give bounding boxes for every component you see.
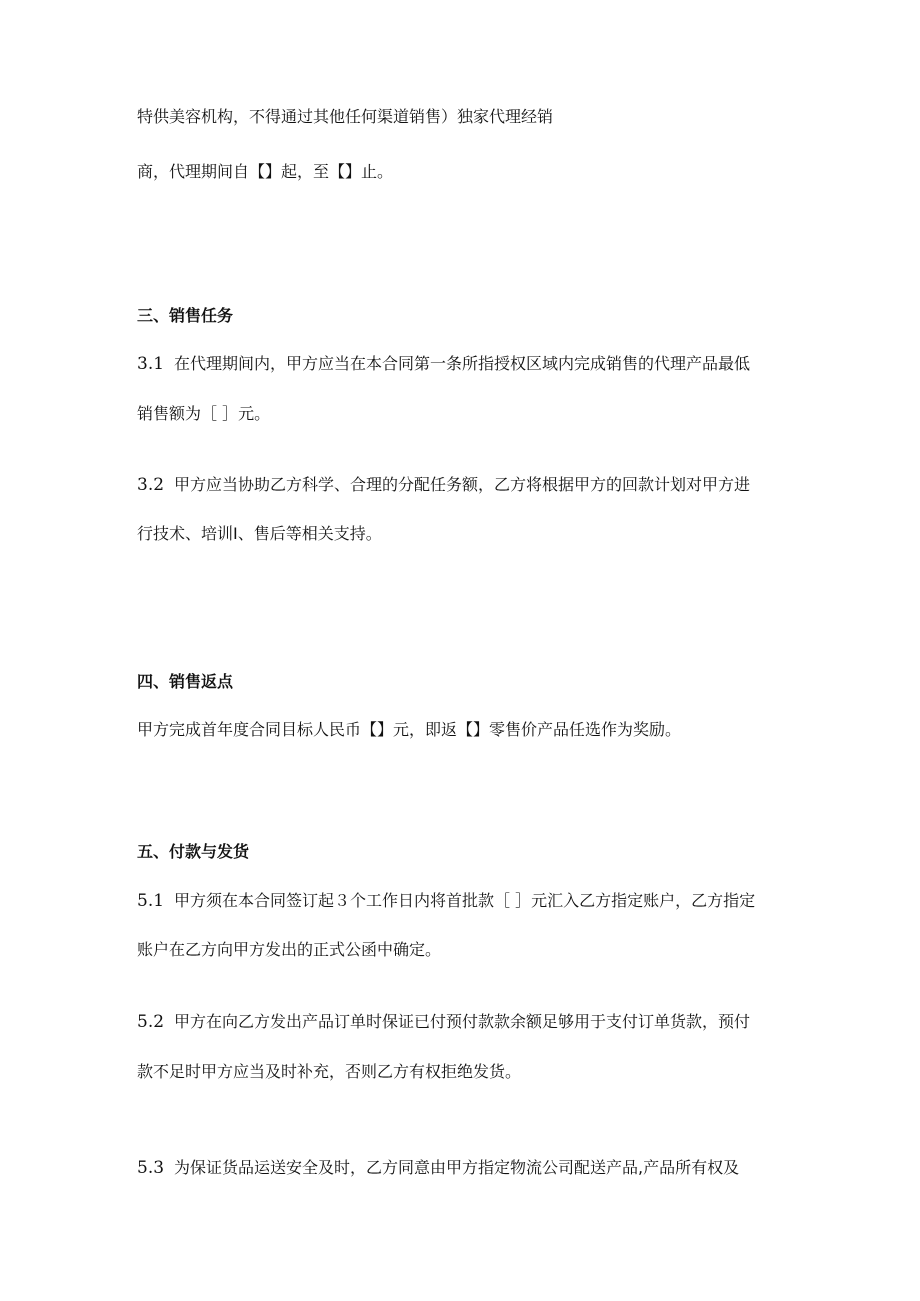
section-4-paragraph [137, 719, 797, 741]
section-3-heading-text: 三、销售任务 [137, 306, 234, 325]
clause-3-1-number: 3.1 [137, 354, 165, 374]
clause-3-2-text-1: 甲方应当协助乙方科学、合理的分配任务额，乙方将根据甲方的回款计划对甲方进 [174, 475, 751, 494]
clause-3-1-line-2 [137, 403, 797, 425]
clause-5-3-text-1: 为保证货品运送安全及时，乙方同意由甲方指定物流公司配送产品,产品所有权及 [174, 1158, 740, 1177]
section-3-heading [137, 305, 797, 327]
clause-3-1-text-1: 在代理期间内，甲方应当在本合同第一条所指授权区域内完成销售的代理产品最低 [174, 354, 751, 373]
intro-text-1: 特供美容机构，不得通过其他任何渠道销售）独家代理经销 [137, 107, 554, 126]
intro-text-2: 商，代理期间自【】起，至【】止。 [137, 162, 394, 181]
clause-5-3-line-1 [137, 1157, 797, 1179]
clause-5-2-line-1 [137, 1011, 797, 1033]
clause-5-1-line-1 [137, 890, 797, 912]
intro-line-2 [137, 161, 797, 183]
clause-3-2-line-1 [137, 474, 797, 496]
clause-3-2-line-2 [137, 523, 797, 545]
clause-5-2-text-1: 甲方在向乙方发出产品订单时保证已付预付款款余额足够用于支付订单货款，预付 [174, 1012, 751, 1031]
intro-line-1 [137, 106, 797, 128]
section-4-heading [137, 671, 797, 693]
section-4-heading-text: 四、销售返点 [137, 672, 234, 691]
clause-3-2-number: 3.2 [137, 475, 165, 495]
clause-3-1-text-2: 销售额为［ ］元。 [137, 404, 271, 423]
clause-5-3-number: 5.3 [137, 1158, 165, 1178]
clause-5-1-number: 5.1 [137, 891, 165, 911]
clause-5-2-line-2 [137, 1061, 797, 1083]
clause-5-1-text-2: 账户在乙方向甲方发出的正式公函中确定。 [137, 940, 442, 959]
clause-5-2-text-2: 款不足时甲方应当及时补充，否则乙方有权拒绝发货。 [137, 1062, 522, 1081]
clause-3-2-text-2: 行技术、培训Ⅰ、售后等相关支持。 [137, 524, 382, 543]
clause-5-1-text-1: 甲方须在本合同签订起３个工作日内将首批款［ ］元汇入乙方指定账户，乙方指定 [174, 891, 756, 910]
clause-3-1-line-1 [137, 353, 797, 375]
section-5-heading [137, 841, 797, 863]
clause-5-1-line-2 [137, 939, 797, 961]
clause-5-2-number: 5.2 [137, 1012, 165, 1032]
section-4-text-1: 甲方完成首年度合同目标人民币【】元，即返【】零售价产品任选作为奖励。 [137, 720, 682, 739]
section-5-heading-text: 五、付款与发货 [137, 842, 250, 861]
